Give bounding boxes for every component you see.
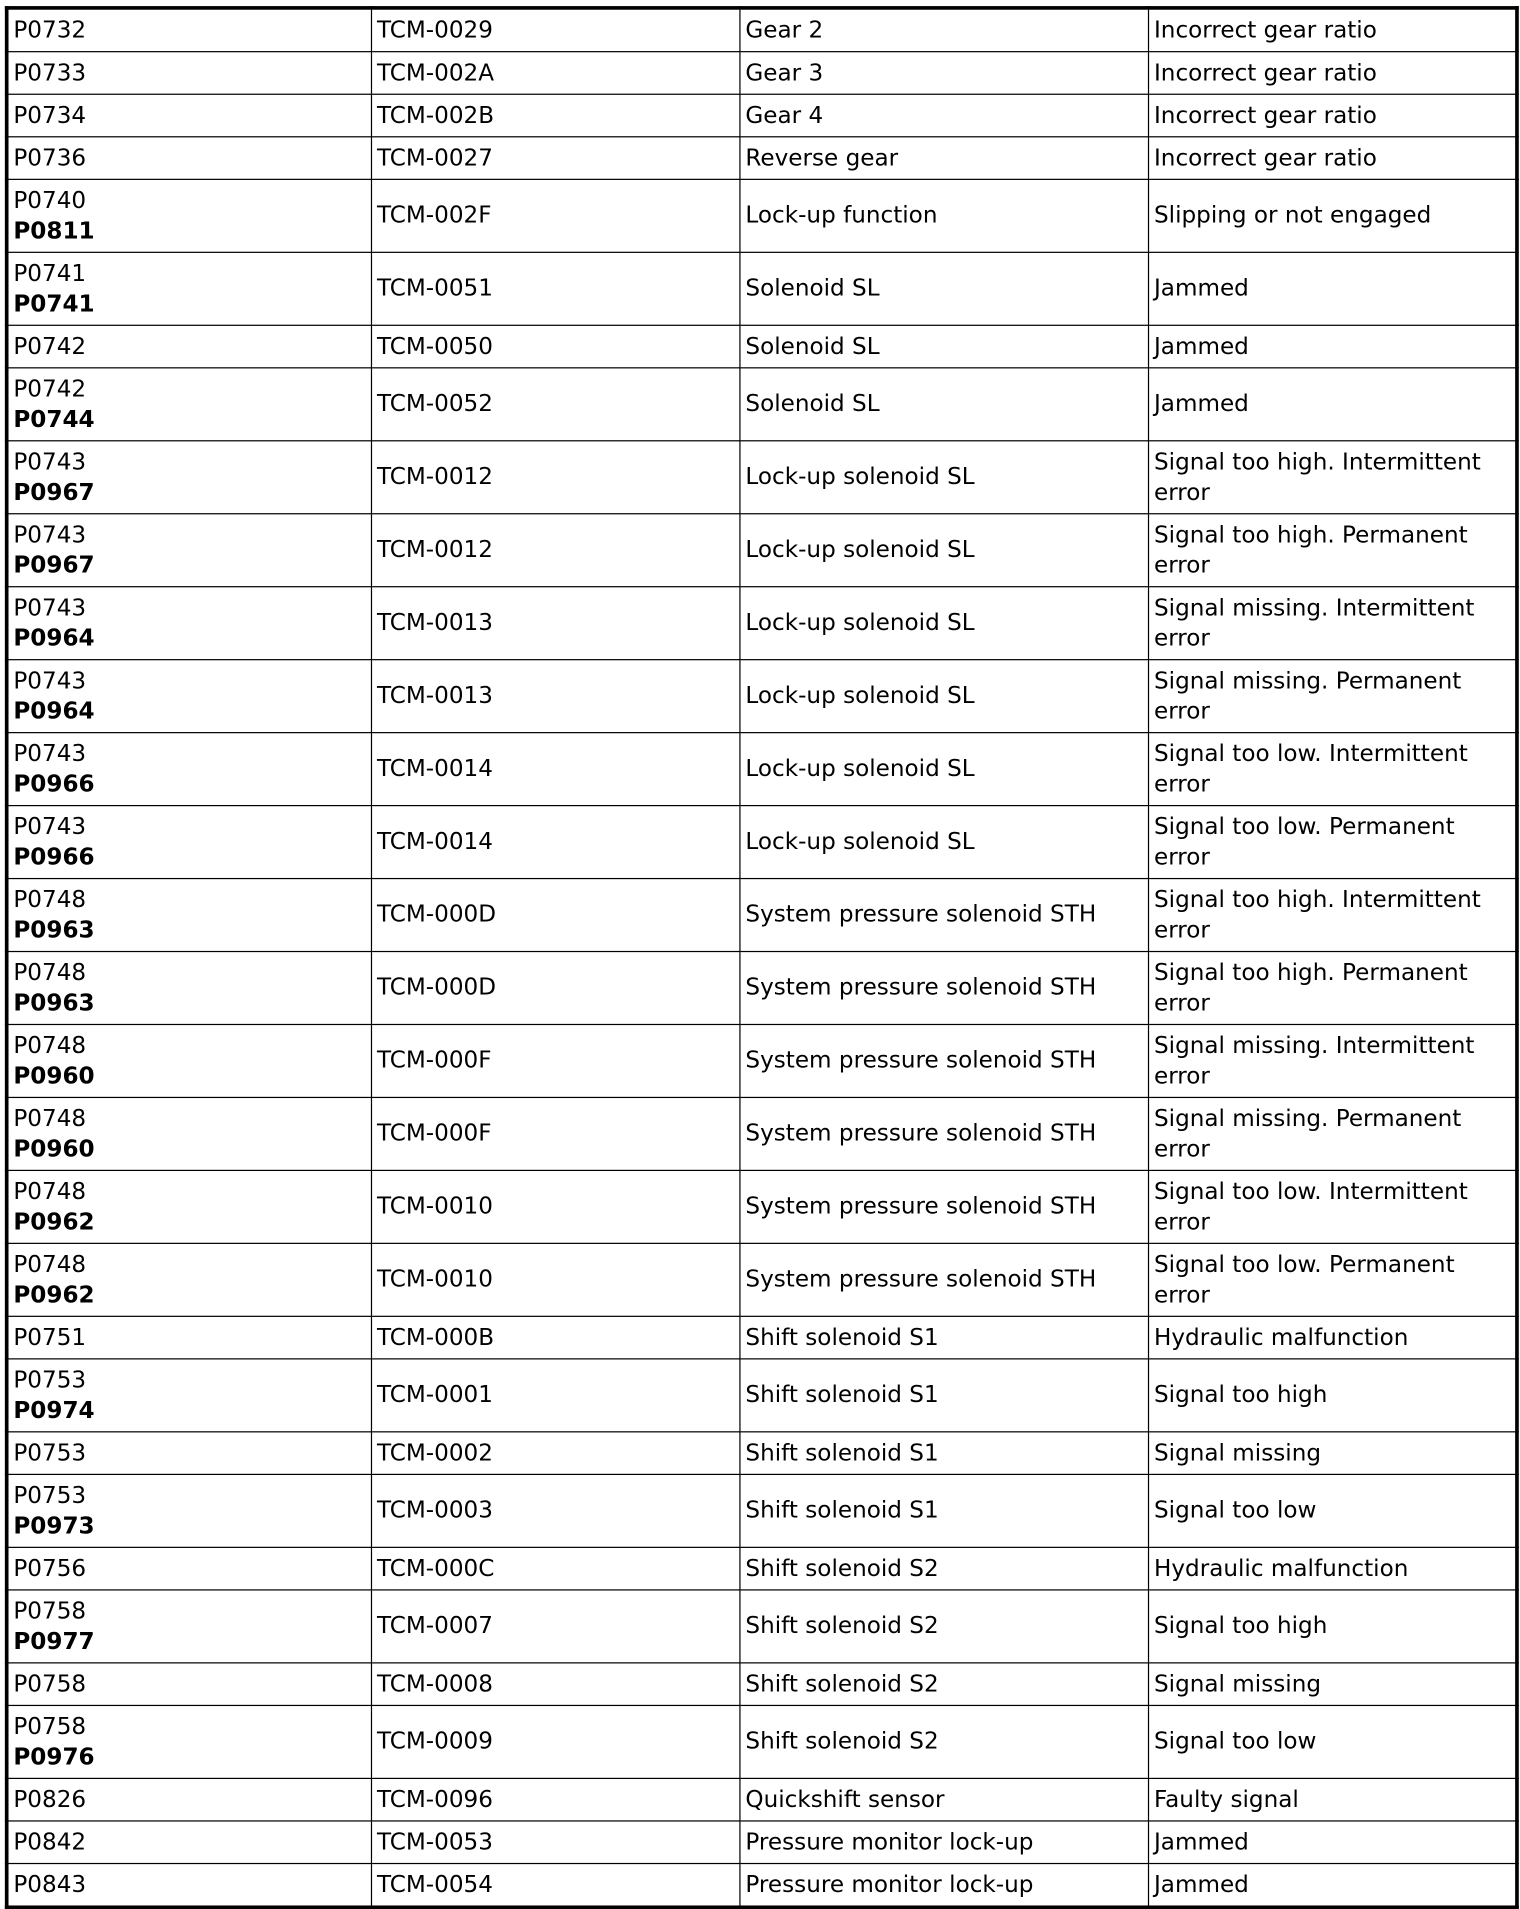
obd-code-cell	[7, 587, 372, 660]
table-row	[7, 52, 1517, 95]
tcm-code-cell: TCM-0054	[371, 1864, 739, 1908]
obd-code: P0843	[13, 1870, 87, 1898]
table-row	[7, 514, 1517, 587]
obd-code-cell	[7, 1864, 372, 1908]
obd-code-alt: P0744	[13, 405, 95, 433]
tcm-code-cell: TCM-000C	[371, 1547, 739, 1590]
obd-code-alt: P0963	[13, 989, 95, 1016]
obd-code-alt: P0964	[13, 697, 95, 725]
obd-code: P0753	[13, 1366, 87, 1393]
component-cell: Shift solenoid S1	[740, 1359, 1149, 1432]
obd-code-cell	[7, 733, 372, 806]
obd-code-alt: P0811	[13, 217, 95, 244]
obd-code: P0734	[13, 101, 87, 129]
tcm-code-cell: TCM-0001	[371, 1359, 739, 1432]
tcm-code-cell: TCM-000D	[371, 879, 739, 952]
component-cell: Lock-up solenoid SL	[740, 806, 1149, 879]
component-cell: System pressure solenoid STH	[740, 1243, 1149, 1316]
component-cell: Lock-up solenoid SL	[740, 733, 1149, 806]
table-row	[7, 587, 1517, 660]
fault-description-cell: Faulty signal	[1149, 1778, 1517, 1821]
obd-code: P0743	[13, 448, 87, 475]
tcm-code-cell: TCM-0027	[371, 137, 739, 180]
component-cell: Solenoid SL	[740, 252, 1149, 325]
fault-description-cell: Incorrect gear ratio	[1149, 137, 1517, 180]
obd-code-alt: P0962	[13, 1208, 95, 1235]
obd-code-cell	[7, 137, 372, 180]
obd-code-cell	[7, 1590, 372, 1663]
component-cell: System pressure solenoid STH	[740, 952, 1149, 1025]
fault-description-cell: Signal too high	[1149, 1359, 1517, 1432]
obd-code-alt: P0960	[13, 1062, 95, 1089]
obd-code-cell	[7, 252, 372, 325]
obd-code-alt: P0964	[13, 624, 95, 652]
fault-description-cell: Signal too low	[1149, 1474, 1517, 1547]
obd-code: P0736	[13, 144, 87, 171]
component-cell: Lock-up function	[740, 179, 1149, 252]
tcm-code-cell: TCM-0012	[371, 514, 739, 587]
tcm-code-cell: TCM-0008	[371, 1663, 739, 1706]
obd-code-alt: P0976	[13, 1743, 95, 1770]
obd-code-alt: P0977	[13, 1627, 95, 1655]
obd-code-cell	[7, 514, 372, 587]
obd-code-alt: P0974	[13, 1396, 95, 1424]
obd-code-cell	[7, 879, 372, 952]
fault-description-cell: Signal missing. Intermittent error	[1149, 1024, 1517, 1097]
obd-code: P0748	[13, 1104, 87, 1132]
component-cell: Gear 4	[740, 94, 1149, 137]
obd-code-cell	[7, 94, 372, 137]
tcm-code-cell: TCM-0096	[371, 1778, 739, 1821]
fault-description-cell: Incorrect gear ratio	[1149, 8, 1517, 52]
component-cell: Pressure monitor lock-up	[740, 1864, 1149, 1908]
table-row	[7, 1432, 1517, 1475]
obd-code-cell	[7, 1663, 372, 1706]
tcm-code-cell: TCM-0014	[371, 806, 739, 879]
component-cell: Gear 3	[740, 52, 1149, 95]
obd-code-alt: P0741	[13, 290, 95, 317]
fault-description-cell: Signal too high	[1149, 1590, 1517, 1663]
obd-code-cell	[7, 952, 372, 1025]
obd-code-alt: P0967	[13, 551, 95, 579]
obd-code-cell	[7, 8, 372, 52]
table-row	[7, 441, 1517, 514]
tcm-code-cell: TCM-0012	[371, 441, 739, 514]
fault-description-cell: Signal too low	[1149, 1705, 1517, 1778]
tcm-code-cell: TCM-0009	[371, 1705, 739, 1778]
obd-code-cell	[7, 660, 372, 733]
obd-code: P0742	[13, 375, 87, 402]
obd-code-cell	[7, 1821, 372, 1864]
obd-code: P0743	[13, 594, 87, 621]
component-cell: Lock-up solenoid SL	[740, 587, 1149, 660]
component-cell: Shift solenoid S2	[740, 1547, 1149, 1590]
table-row	[7, 1316, 1517, 1359]
table-row	[7, 137, 1517, 180]
fault-description-cell: Hydraulic malfunction	[1149, 1547, 1517, 1590]
fault-description-cell: Signal missing. Permanent error	[1149, 1097, 1517, 1170]
component-cell: Lock-up solenoid SL	[740, 514, 1149, 587]
fault-description-cell: Hydraulic malfunction	[1149, 1316, 1517, 1359]
tcm-code-cell: TCM-000B	[371, 1316, 739, 1359]
table-row	[7, 952, 1517, 1025]
fault-description-cell: Jammed	[1149, 368, 1517, 441]
obd-code-cell	[7, 1705, 372, 1778]
fault-description-cell: Signal missing. Intermittent error	[1149, 587, 1517, 660]
tcm-code-cell: TCM-002B	[371, 94, 739, 137]
obd-code-cell	[7, 1778, 372, 1821]
tcm-code-cell: TCM-0002	[371, 1432, 739, 1475]
fault-description-cell: Signal too high. Permanent error	[1149, 514, 1517, 587]
table-row	[7, 1663, 1517, 1706]
component-cell: Reverse gear	[740, 137, 1149, 180]
obd-code-cell	[7, 179, 372, 252]
table-row	[7, 1821, 1517, 1864]
obd-code: P0743	[13, 739, 87, 767]
obd-code: P0748	[13, 958, 87, 986]
obd-code: P0753	[13, 1439, 87, 1466]
table-row	[7, 1024, 1517, 1097]
table-row	[7, 1590, 1517, 1663]
obd-code: P0758	[13, 1712, 87, 1740]
obd-code-cell	[7, 1359, 372, 1432]
obd-code: P0748	[13, 1177, 87, 1205]
obd-code-cell	[7, 1097, 372, 1170]
component-cell: Solenoid SL	[740, 325, 1149, 368]
fault-description-cell: Signal too low. Permanent error	[1149, 1243, 1517, 1316]
obd-code: P0732	[13, 16, 87, 44]
table-row	[7, 1097, 1517, 1170]
obd-code-cell	[7, 1316, 372, 1359]
obd-code: P0756	[13, 1554, 87, 1582]
component-cell: Lock-up solenoid SL	[740, 441, 1149, 514]
fault-description-cell: Jammed	[1149, 1821, 1517, 1864]
fault-description-cell: Jammed	[1149, 325, 1517, 368]
table-row	[7, 1705, 1517, 1778]
obd-code-cell	[7, 806, 372, 879]
table-row	[7, 1547, 1517, 1590]
table-row	[7, 1778, 1517, 1821]
table-row	[7, 660, 1517, 733]
obd-code: P0743	[13, 812, 87, 840]
obd-code-alt: P0962	[13, 1281, 95, 1308]
tcm-code-cell: TCM-002A	[371, 52, 739, 95]
obd-code: P0826	[13, 1785, 87, 1813]
tcm-code-cell: TCM-0013	[371, 587, 739, 660]
tcm-code-cell: TCM-0053	[371, 1821, 739, 1864]
fault-description-cell: Signal too low. Intermittent error	[1149, 1170, 1517, 1243]
fault-description-cell: Signal too high. Intermittent error	[1149, 441, 1517, 514]
component-cell: System pressure solenoid STH	[740, 1097, 1149, 1170]
tcm-code-cell: TCM-0014	[371, 733, 739, 806]
obd-code-cell	[7, 441, 372, 514]
table-row	[7, 8, 1517, 52]
tcm-code-cell: TCM-0029	[371, 8, 739, 52]
obd-code: P0743	[13, 666, 87, 694]
table-row	[7, 1170, 1517, 1243]
fault-description-cell: Jammed	[1149, 1864, 1517, 1908]
tcm-code-cell: TCM-0013	[371, 660, 739, 733]
table-row	[7, 179, 1517, 252]
tcm-code-cell: TCM-0003	[371, 1474, 739, 1547]
tcm-code-cell: TCM-0052	[371, 368, 739, 441]
obd-code: P0748	[13, 885, 87, 913]
table-row	[7, 1359, 1517, 1432]
component-cell: Shift solenoid S2	[740, 1705, 1149, 1778]
obd-code-alt: P0963	[13, 916, 95, 944]
table-row	[7, 806, 1517, 879]
obd-code-cell	[7, 1024, 372, 1097]
component-cell: Shift solenoid S2	[740, 1590, 1149, 1663]
obd-code-cell	[7, 1432, 372, 1475]
tcm-code-cell: TCM-0010	[371, 1170, 739, 1243]
tcm-code-cell: TCM-0007	[371, 1590, 739, 1663]
component-cell: Shift solenoid S1	[740, 1316, 1149, 1359]
obd-code-cell	[7, 368, 372, 441]
tcm-code-cell: TCM-0010	[371, 1243, 739, 1316]
component-cell: System pressure solenoid STH	[740, 879, 1149, 952]
tcm-code-cell: TCM-000F	[371, 1097, 739, 1170]
tcm-code-cell: TCM-000D	[371, 952, 739, 1025]
fault-description-cell: Signal missing	[1149, 1432, 1517, 1475]
obd-code: P0842	[13, 1828, 87, 1856]
obd-code: P0753	[13, 1481, 87, 1509]
fault-description-cell: Signal missing. Permanent error	[1149, 660, 1517, 733]
table-row	[7, 1243, 1517, 1316]
table-row	[7, 1474, 1517, 1547]
obd-code: P0748	[13, 1031, 87, 1059]
obd-code-cell	[7, 52, 372, 95]
component-cell: System pressure solenoid STH	[740, 1170, 1149, 1243]
obd-code: P0743	[13, 521, 87, 548]
obd-code-cell	[7, 325, 372, 368]
obd-code-alt: P0966	[13, 770, 95, 798]
table-row	[7, 252, 1517, 325]
table-row	[7, 325, 1517, 368]
fault-description-cell: Signal missing	[1149, 1663, 1517, 1706]
tcm-code-cell: TCM-0051	[371, 252, 739, 325]
obd-code: P0751	[13, 1323, 87, 1351]
fault-description-cell: Signal too low. Permanent error	[1149, 806, 1517, 879]
table-row	[7, 1864, 1517, 1908]
component-cell: Pressure monitor lock-up	[740, 1821, 1149, 1864]
obd-code-alt: P0967	[13, 478, 95, 506]
component-cell: Solenoid SL	[740, 368, 1149, 441]
obd-code: P0741	[13, 259, 87, 287]
component-cell: Shift solenoid S1	[740, 1474, 1149, 1547]
obd-code: P0733	[13, 58, 87, 86]
fault-description-cell: Incorrect gear ratio	[1149, 94, 1517, 137]
component-cell: Shift solenoid S2	[740, 1663, 1149, 1706]
obd-code: P0748	[13, 1250, 87, 1278]
component-cell: Quickshift sensor	[740, 1778, 1149, 1821]
obd-code-cell	[7, 1474, 372, 1547]
obd-code-cell	[7, 1170, 372, 1243]
obd-code-alt: P0966	[13, 843, 95, 871]
obd-code-alt: P0973	[13, 1512, 95, 1539]
fault-code-table-body	[7, 8, 1517, 1907]
table-row	[7, 368, 1517, 441]
fault-description-cell: Jammed	[1149, 252, 1517, 325]
table-row	[7, 733, 1517, 806]
component-cell: Shift solenoid S1	[740, 1432, 1149, 1475]
fault-code-table	[5, 6, 1519, 1909]
obd-code-cell	[7, 1243, 372, 1316]
tcm-code-cell: TCM-000F	[371, 1024, 739, 1097]
obd-code: P0758	[13, 1670, 87, 1697]
table-row	[7, 879, 1517, 952]
fault-description-cell: Incorrect gear ratio	[1149, 52, 1517, 95]
table-row	[7, 94, 1517, 137]
fault-description-cell: Signal too low. Intermittent error	[1149, 733, 1517, 806]
fault-description-cell: Signal too high. Permanent error	[1149, 952, 1517, 1025]
component-cell: Lock-up solenoid SL	[740, 660, 1149, 733]
obd-code: P0742	[13, 332, 87, 360]
component-cell: System pressure solenoid STH	[740, 1024, 1149, 1097]
component-cell: Gear 2	[740, 8, 1149, 52]
obd-code: P0740	[13, 186, 87, 214]
obd-code-alt: P0960	[13, 1135, 95, 1162]
tcm-code-cell: TCM-0050	[371, 325, 739, 368]
fault-description-cell: Signal too high. Intermittent error	[1149, 879, 1517, 952]
obd-code-cell	[7, 1547, 372, 1590]
fault-description-cell: Slipping or not engaged	[1149, 179, 1517, 252]
tcm-code-cell: TCM-002F	[371, 179, 739, 252]
obd-code: P0758	[13, 1597, 87, 1624]
